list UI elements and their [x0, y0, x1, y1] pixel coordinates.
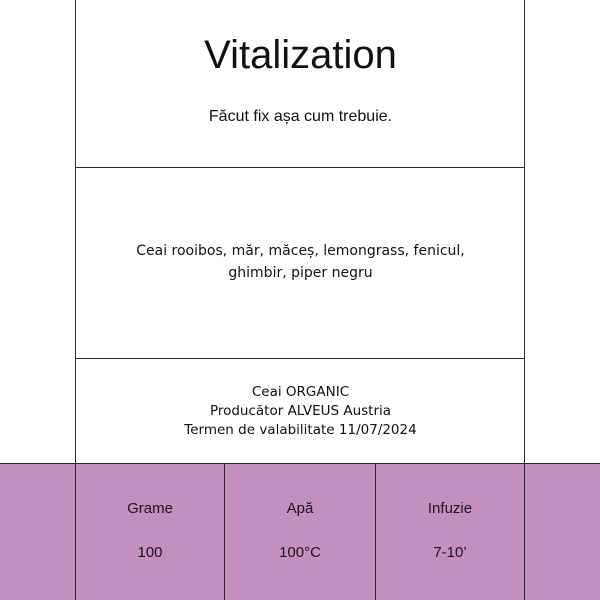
ingredients-text [76, 240, 525, 284]
spec-water [225, 464, 375, 600]
right-border [524, 0, 525, 600]
spec-infusion-label: Infuzie [427, 500, 473, 517]
ingredients-line-2: ghimbir, piper negru [228, 265, 373, 281]
info-producer: Producător ALVEUS Austria [209, 403, 392, 419]
ingredients-line-1: Ceai rooibos, măr, măceș, lemongrass, fenicul, [136, 243, 465, 259]
info-organic: Ceai ORGANIC [251, 384, 350, 400]
product-title: Vitalization [204, 33, 397, 77]
spec-grams [76, 464, 224, 600]
spec-water-value: 100°C [279, 544, 321, 561]
product-info [76, 383, 525, 440]
spec-grams-label: Grame [127, 500, 173, 517]
spec-infusion-value: 7-10’ [433, 544, 467, 561]
spec-infusion [376, 464, 524, 600]
info-expiry: Termen de valabilitate 11/07/2024 [184, 422, 417, 438]
product-tagline: Făcut fix așa cum trebuie. [208, 108, 393, 125]
divider-ingredients [75, 358, 525, 359]
spec-grams-value: 100 [137, 544, 163, 561]
spec-water-label: Apă [286, 500, 314, 517]
divider-header [75, 167, 525, 168]
